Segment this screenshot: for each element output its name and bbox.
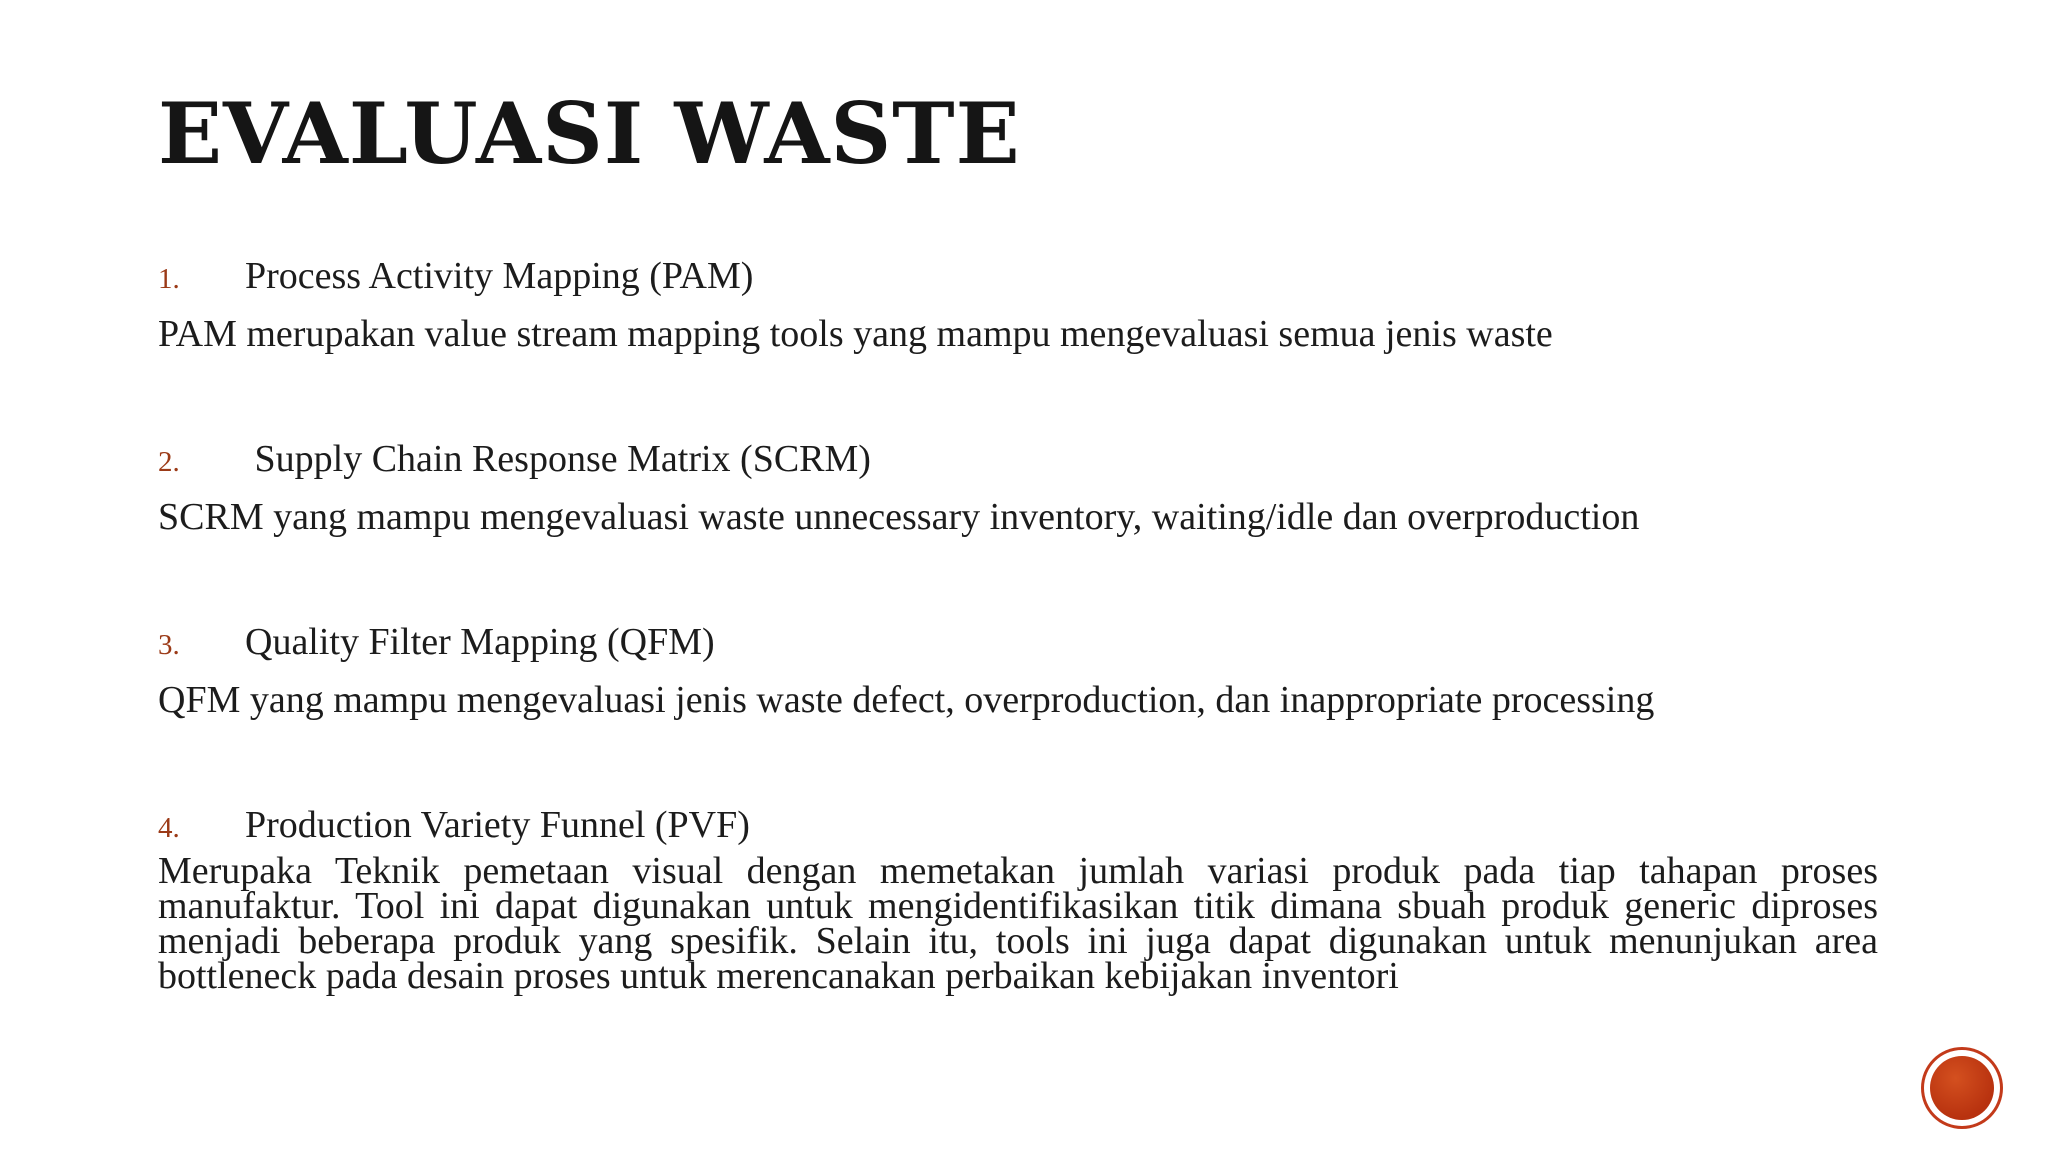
item-heading: Supply Chain Response Matrix (SCRM)	[245, 438, 871, 480]
item-description: QFM yang mampu mengevaluasi jenis waste defect, overproduction, dan inappropriate processing	[158, 679, 1655, 721]
list-item	[158, 623, 1654, 719]
slide-title: EVALUASI WASTE	[158, 84, 1021, 183]
circle-button-icon	[1930, 1056, 1994, 1120]
item-heading-row	[158, 257, 1553, 295]
list-item	[158, 804, 1878, 997]
slide-nav-button[interactable]	[1924, 1050, 2000, 1126]
item-number: 4.	[158, 812, 180, 844]
item-heading-row	[158, 806, 1878, 844]
item-number: 3.	[158, 629, 180, 661]
list-item	[158, 440, 1639, 536]
item-description: PAM merupakan value stream mapping tools yang mampu mengevaluasi semua jenis waste	[158, 313, 1553, 355]
item-description: Merupaka Teknik pemetaan visual dengan memetakan jumlah variasi produk pada tiap tahapan proses manufaktur. Tool ini dapat digunakan untuk mengidentifikasikan titik dimana sbuah produk generic diproses menjadi beberapa produk yang spesifik. Selain itu, tools ini juga dapat digunakan untuk menunjukan area bottleneck pada desain proses untuk merencanakan perbaikan kebijakan inventori	[158, 850, 1878, 997]
item-heading-row	[158, 440, 1639, 478]
item-description: SCRM yang mampu mengevaluasi waste unnecessary inventory, waiting/idle dan overproduction	[158, 496, 1640, 538]
item-heading-row	[158, 623, 1654, 661]
item-heading: Quality Filter Mapping (QFM)	[245, 621, 715, 663]
list-item	[158, 257, 1553, 353]
item-number: 2.	[158, 446, 180, 478]
item-heading: Production Variety Funnel (PVF)	[245, 804, 750, 846]
item-number: 1.	[158, 263, 180, 295]
item-heading: Process Activity Mapping (PAM)	[245, 255, 754, 297]
